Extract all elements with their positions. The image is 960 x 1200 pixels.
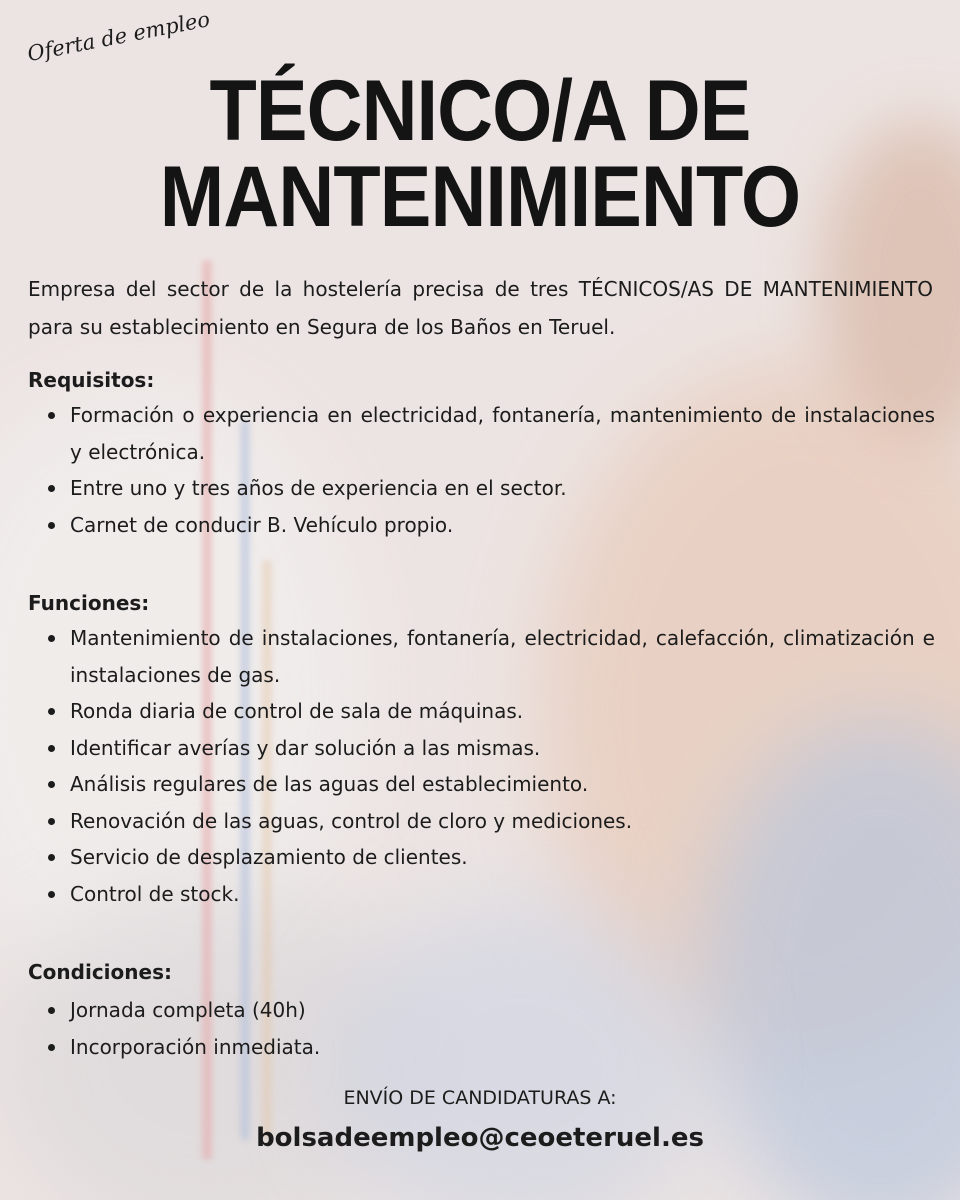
job-title-line-2: MANTENIMIENTO <box>159 149 801 245</box>
list-item: Servicio de desplazamiento de clientes. <box>28 839 935 876</box>
job-title <box>48 63 912 245</box>
offer-tag: Oferta de empleo <box>25 7 212 66</box>
intro-paragraph: Empresa del sector de la hostelería precisa de tres TÉCNICOS/AS DE MANTENIMIENTO para su establecimiento en Segura de los Baños en Teruel. <box>28 277 933 339</box>
list-item: Mantenimiento de instalaciones, fontanería, electricidad, calefacción, climatización e instalaciones de gas. <box>28 620 935 693</box>
requisitos-list <box>28 397 935 543</box>
list-item: Jornada completa (40h) <box>28 992 935 1029</box>
list-item: Ronda diaria de control de sala de máquinas. <box>28 693 935 730</box>
list-item: Renovación de las aguas, control de cloro y mediciones. <box>28 803 935 840</box>
list-item: Control de stock. <box>28 876 935 913</box>
list-item: Identificar averías y dar solución a las mismas. <box>28 730 935 767</box>
job-title-line-1: TÉCNICO/A DE <box>209 63 751 159</box>
list-item: Entre uno y tres años de experiencia en el sector. <box>28 470 935 507</box>
list-item: Análisis regulares de las aguas del establecimiento. <box>28 766 935 803</box>
list-item: Formación o experiencia en electricidad, fontanería, mantenimiento de instalaciones y electrónica. <box>28 397 935 470</box>
contact-label: ENVÍO DE CANDIDATURAS A: <box>343 1087 617 1109</box>
contact-email-link[interactable]: bolsadeempleo@ceoeteruel.es <box>256 1123 704 1153</box>
condiciones-list <box>28 992 935 1065</box>
list-item: Carnet de conducir B. Vehículo propio. <box>28 507 935 544</box>
requisitos-heading: Requisitos: <box>28 368 155 392</box>
list-item: Incorporación inmediata. <box>28 1029 935 1066</box>
condiciones-heading: Condiciones: <box>28 960 172 984</box>
funciones-heading: Funciones: <box>28 591 150 615</box>
funciones-list <box>28 620 935 912</box>
